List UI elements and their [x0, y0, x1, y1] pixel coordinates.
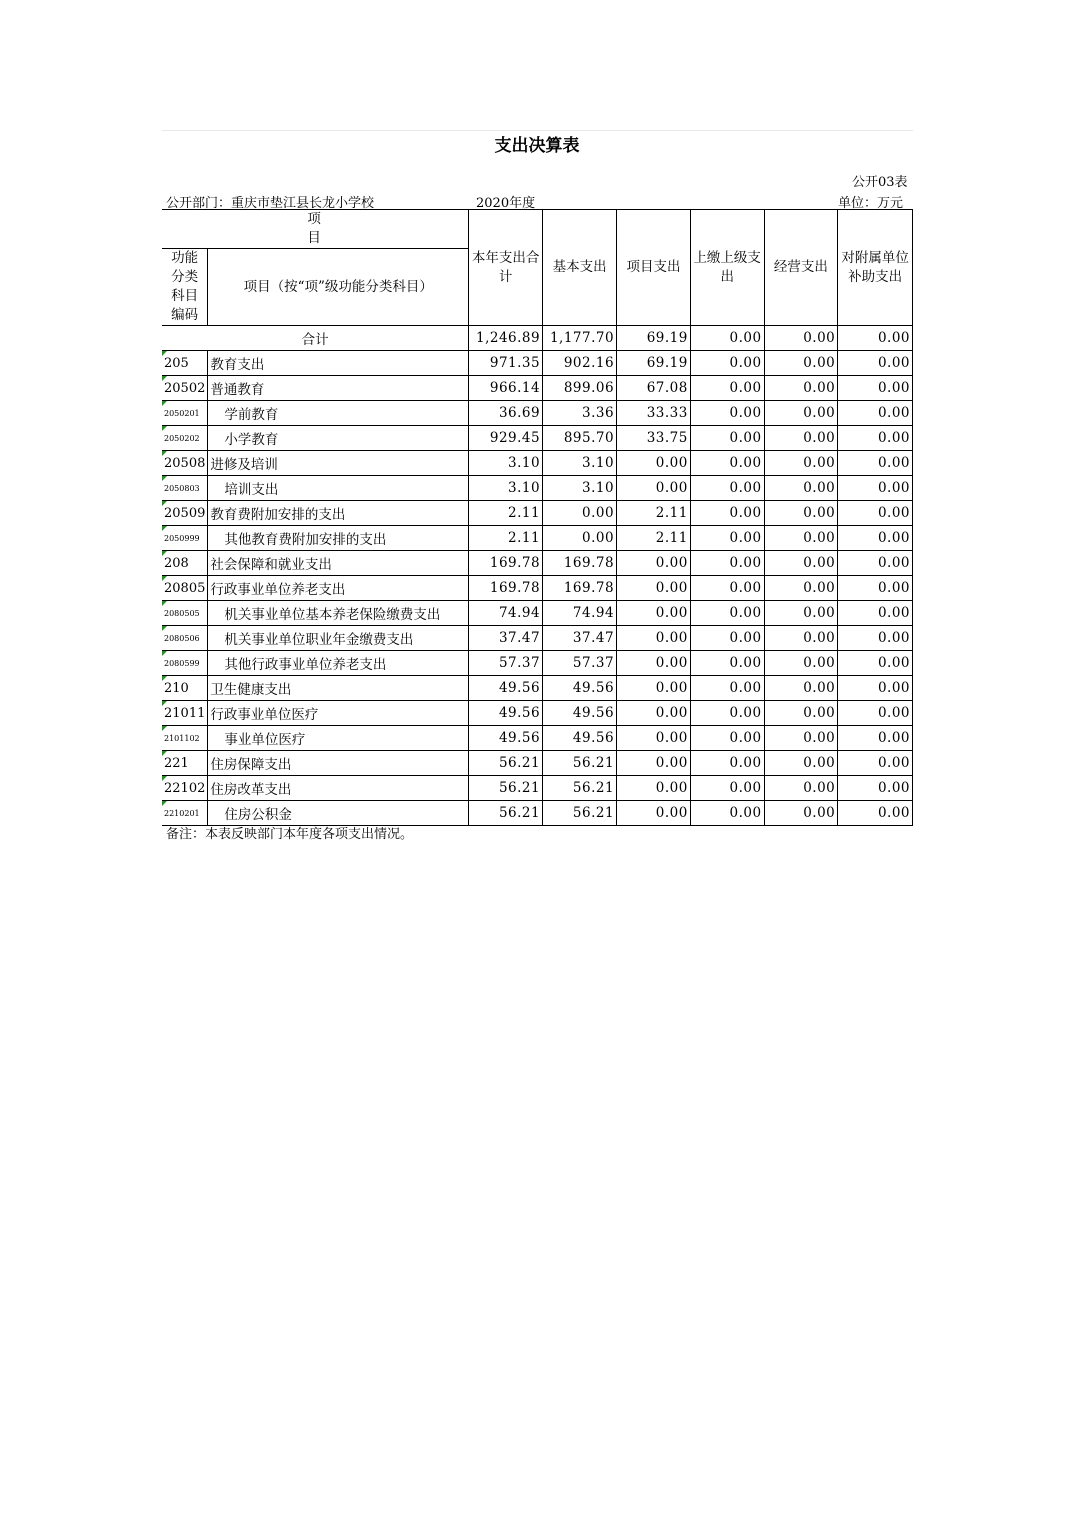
row-total-cell: 2.11: [469, 501, 543, 526]
table-row: [162, 651, 913, 676]
row-upper-remit-cell: 0.00: [690, 576, 764, 601]
row-business-cell: 0.00: [764, 676, 838, 701]
row-code-cell: 20508: [162, 451, 208, 476]
row-business-cell: 0.00: [764, 651, 838, 676]
row-business-cell: 0.00: [764, 751, 838, 776]
row-business-cell: 0.00: [764, 726, 838, 751]
table-row: [162, 801, 913, 826]
table-row: [162, 401, 913, 426]
row-upper-remit-cell: 0.00: [690, 651, 764, 676]
row-subsidy-cell: 0.00: [838, 401, 913, 426]
row-upper-remit-cell: 0.00: [690, 501, 764, 526]
row-code-cell: 20805: [162, 576, 208, 601]
row-total-cell: 36.69: [469, 401, 543, 426]
row-name-cell: 卫生健康支出: [208, 676, 469, 701]
row-basic-cell: 49.56: [543, 726, 617, 751]
row-upper-remit-cell: 0.00: [690, 401, 764, 426]
row-upper-remit-cell: 0.00: [690, 451, 764, 476]
row-project-cell: 33.33: [617, 401, 691, 426]
row-basic-cell: 56.21: [543, 751, 617, 776]
row-business-cell: 0.00: [764, 526, 838, 551]
row-name-cell: 行政事业单位医疗: [208, 701, 469, 726]
header-item-name: 项目（按“项”级功能分类科目）: [208, 249, 469, 326]
row-code-cell: 20509: [162, 501, 208, 526]
row-business-cell: 0.00: [764, 551, 838, 576]
row-project-cell: 0.00: [617, 551, 691, 576]
report-title: 支出决算表: [494, 136, 580, 156]
row-project-cell: 0.00: [617, 701, 691, 726]
row-project-cell: 0.00: [617, 751, 691, 776]
row-total-cell: 3.10: [469, 451, 543, 476]
row-code-cell: 2050803: [162, 476, 208, 501]
header-basic: 基本支出: [543, 210, 617, 326]
row-total-cell: 169.78: [469, 551, 543, 576]
row-upper-remit-cell: 0.00: [690, 551, 764, 576]
row-total-cell: 49.56: [469, 701, 543, 726]
row-basic-cell: 899.06: [543, 376, 617, 401]
row-project-cell: 0.00: [617, 776, 691, 801]
row-total-cell: 169.78: [469, 576, 543, 601]
row-project-cell: 0.00: [617, 626, 691, 651]
unit-label: 单位：万元: [838, 196, 904, 211]
row-subsidy-cell: 0.00: [838, 576, 913, 601]
total-upper-remit-cell: 0.00: [690, 326, 764, 351]
row-subsidy-cell: 0.00: [838, 801, 913, 826]
table-row: [162, 576, 913, 601]
row-project-cell: 0.00: [617, 801, 691, 826]
row-code-cell: 2050999: [162, 526, 208, 551]
row-project-cell: 0.00: [617, 676, 691, 701]
row-name-cell: 普通教育: [208, 376, 469, 401]
table-row: [162, 376, 913, 401]
row-name-cell: 小学教育: [208, 426, 469, 451]
row-name-cell: 机关事业单位职业年金缴费支出: [208, 626, 469, 651]
row-basic-cell: 902.16: [543, 351, 617, 376]
row-basic-cell: 74.94: [543, 601, 617, 626]
row-name-cell: 培训支出: [208, 476, 469, 501]
row-total-cell: 971.35: [469, 351, 543, 376]
table-row: [162, 676, 913, 701]
row-subsidy-cell: 0.00: [838, 726, 913, 751]
row-total-cell: 49.56: [469, 726, 543, 751]
row-name-cell: 机关事业单位基本养老保险缴费支出: [208, 601, 469, 626]
header-project: 项目支出: [617, 210, 691, 326]
row-business-cell: 0.00: [764, 451, 838, 476]
row-basic-cell: 49.56: [543, 701, 617, 726]
total-business-cell: 0.00: [764, 326, 838, 351]
row-upper-remit-cell: 0.00: [690, 476, 764, 501]
row-subsidy-cell: 0.00: [838, 776, 913, 801]
row-business-cell: 0.00: [764, 576, 838, 601]
row-upper-remit-cell: 0.00: [690, 801, 764, 826]
row-basic-cell: 56.21: [543, 801, 617, 826]
row-name-cell: 进修及培训: [208, 451, 469, 476]
row-project-cell: 2.11: [617, 501, 691, 526]
footnote: 备注：本表反映部门本年度各项支出情况。: [166, 827, 414, 842]
row-project-cell: 0.00: [617, 576, 691, 601]
row-code-cell: 2101102: [162, 726, 208, 751]
fiscal-year: 2020年度: [476, 196, 536, 211]
table-row: [162, 501, 913, 526]
table-row: [162, 526, 913, 551]
row-upper-remit-cell: 0.00: [690, 676, 764, 701]
row-basic-cell: 3.36: [543, 401, 617, 426]
row-basic-cell: 3.10: [543, 451, 617, 476]
row-total-cell: 2.11: [469, 526, 543, 551]
expenditure-table: [162, 209, 913, 826]
row-business-cell: 0.00: [764, 376, 838, 401]
row-subsidy-cell: 0.00: [838, 376, 913, 401]
row-subsidy-cell: 0.00: [838, 651, 913, 676]
row-basic-cell: 0.00: [543, 526, 617, 551]
row-project-cell: 0.00: [617, 726, 691, 751]
row-business-cell: 0.00: [764, 626, 838, 651]
row-total-cell: 37.47: [469, 626, 543, 651]
header-project-group: 项目: [162, 210, 469, 249]
row-project-cell: 2.11: [617, 526, 691, 551]
row-code-cell: 20502: [162, 376, 208, 401]
row-upper-remit-cell: 0.00: [690, 376, 764, 401]
header-upper-remit: 上缴上级支出: [690, 210, 764, 326]
row-subsidy-cell: 0.00: [838, 501, 913, 526]
header-code: 功能分类科目编码: [162, 249, 208, 326]
table-row: [162, 451, 913, 476]
row-upper-remit-cell: 0.00: [690, 351, 764, 376]
total-project-cell: 69.19: [617, 326, 691, 351]
row-business-cell: 0.00: [764, 601, 838, 626]
row-total-cell: 929.45: [469, 426, 543, 451]
row-code-cell: 208: [162, 551, 208, 576]
row-subsidy-cell: 0.00: [838, 526, 913, 551]
row-upper-remit-cell: 0.00: [690, 601, 764, 626]
row-code-cell: 21011: [162, 701, 208, 726]
row-basic-cell: 169.78: [543, 576, 617, 601]
row-basic-cell: 57.37: [543, 651, 617, 676]
row-total-cell: 57.37: [469, 651, 543, 676]
row-name-cell: 行政事业单位养老支出: [208, 576, 469, 601]
row-business-cell: 0.00: [764, 501, 838, 526]
row-project-cell: 67.08: [617, 376, 691, 401]
table-row: [162, 551, 913, 576]
table-row: [162, 776, 913, 801]
row-project-cell: 0.00: [617, 476, 691, 501]
header-business: 经营支出: [764, 210, 838, 326]
row-total-cell: 56.21: [469, 801, 543, 826]
table-row: [162, 601, 913, 626]
row-project-cell: 69.19: [617, 351, 691, 376]
row-total-cell: 49.56: [469, 676, 543, 701]
row-name-cell: 学前教育: [208, 401, 469, 426]
row-name-cell: 教育支出: [208, 351, 469, 376]
row-project-cell: 0.00: [617, 601, 691, 626]
row-upper-remit-cell: 0.00: [690, 526, 764, 551]
row-total-cell: 56.21: [469, 776, 543, 801]
row-project-cell: 0.00: [617, 651, 691, 676]
row-name-cell: 教育费附加安排的支出: [208, 501, 469, 526]
row-name-cell: 住房改革支出: [208, 776, 469, 801]
total-label: 合计: [162, 326, 469, 351]
row-code-cell: 2210201: [162, 801, 208, 826]
total-subsidy-cell: 0.00: [838, 326, 913, 351]
row-code-cell: 2050201: [162, 401, 208, 426]
row-business-cell: 0.00: [764, 801, 838, 826]
row-total-cell: 3.10: [469, 476, 543, 501]
row-name-cell: 事业单位医疗: [208, 726, 469, 751]
row-basic-cell: 56.21: [543, 776, 617, 801]
header-subsidy: 对附属单位补助支出: [838, 210, 913, 326]
row-basic-cell: 169.78: [543, 551, 617, 576]
row-upper-remit-cell: 0.00: [690, 726, 764, 751]
row-upper-remit-cell: 0.00: [690, 701, 764, 726]
row-subsidy-cell: 0.00: [838, 351, 913, 376]
row-upper-remit-cell: 0.00: [690, 751, 764, 776]
row-project-cell: 33.75: [617, 426, 691, 451]
row-business-cell: 0.00: [764, 426, 838, 451]
row-upper-remit-cell: 0.00: [690, 776, 764, 801]
row-subsidy-cell: 0.00: [838, 751, 913, 776]
table-row: [162, 426, 913, 451]
row-basic-cell: 37.47: [543, 626, 617, 651]
row-basic-cell: 3.10: [543, 476, 617, 501]
row-business-cell: 0.00: [764, 476, 838, 501]
row-total-cell: 966.14: [469, 376, 543, 401]
row-code-cell: 210: [162, 676, 208, 701]
row-subsidy-cell: 0.00: [838, 476, 913, 501]
row-business-cell: 0.00: [764, 401, 838, 426]
table-row: [162, 351, 913, 376]
row-business-cell: 0.00: [764, 351, 838, 376]
row-subsidy-cell: 0.00: [838, 451, 913, 476]
row-name-cell: 其他行政事业单位养老支出: [208, 651, 469, 676]
table-row: [162, 751, 913, 776]
row-upper-remit-cell: 0.00: [690, 426, 764, 451]
row-total-cell: 56.21: [469, 751, 543, 776]
row-subsidy-cell: 0.00: [838, 676, 913, 701]
row-basic-cell: 49.56: [543, 676, 617, 701]
table-row: [162, 701, 913, 726]
row-basic-cell: 0.00: [543, 501, 617, 526]
row-project-cell: 0.00: [617, 451, 691, 476]
row-upper-remit-cell: 0.00: [690, 626, 764, 651]
row-subsidy-cell: 0.00: [838, 601, 913, 626]
table-row: [162, 476, 913, 501]
row-basic-cell: 895.70: [543, 426, 617, 451]
row-business-cell: 0.00: [764, 701, 838, 726]
department-label: 公开部门：重庆市垫江县长龙小学校: [166, 196, 375, 211]
row-name-cell: 住房公积金: [208, 801, 469, 826]
row-name-cell: 其他教育费附加安排的支出: [208, 526, 469, 551]
row-subsidy-cell: 0.00: [838, 626, 913, 651]
row-code-cell: 221: [162, 751, 208, 776]
row-code-cell: 2080599: [162, 651, 208, 676]
table-row: [162, 626, 913, 651]
total-basic-cell: 1,177.70: [543, 326, 617, 351]
row-code-cell: 22102: [162, 776, 208, 801]
row-code-cell: 2080506: [162, 626, 208, 651]
header-total: 本年支出合计: [469, 210, 543, 326]
total-row: [162, 326, 913, 351]
form-number: 公开03表: [852, 175, 908, 190]
row-name-cell: 住房保障支出: [208, 751, 469, 776]
row-total-cell: 74.94: [469, 601, 543, 626]
row-code-cell: 205: [162, 351, 208, 376]
row-business-cell: 0.00: [764, 776, 838, 801]
total-total-cell: 1,246.89: [469, 326, 543, 351]
row-subsidy-cell: 0.00: [838, 701, 913, 726]
table-row: [162, 726, 913, 751]
row-subsidy-cell: 0.00: [838, 426, 913, 451]
row-name-cell: 社会保障和就业支出: [208, 551, 469, 576]
row-code-cell: 2080505: [162, 601, 208, 626]
row-code-cell: 2050202: [162, 426, 208, 451]
row-subsidy-cell: 0.00: [838, 551, 913, 576]
